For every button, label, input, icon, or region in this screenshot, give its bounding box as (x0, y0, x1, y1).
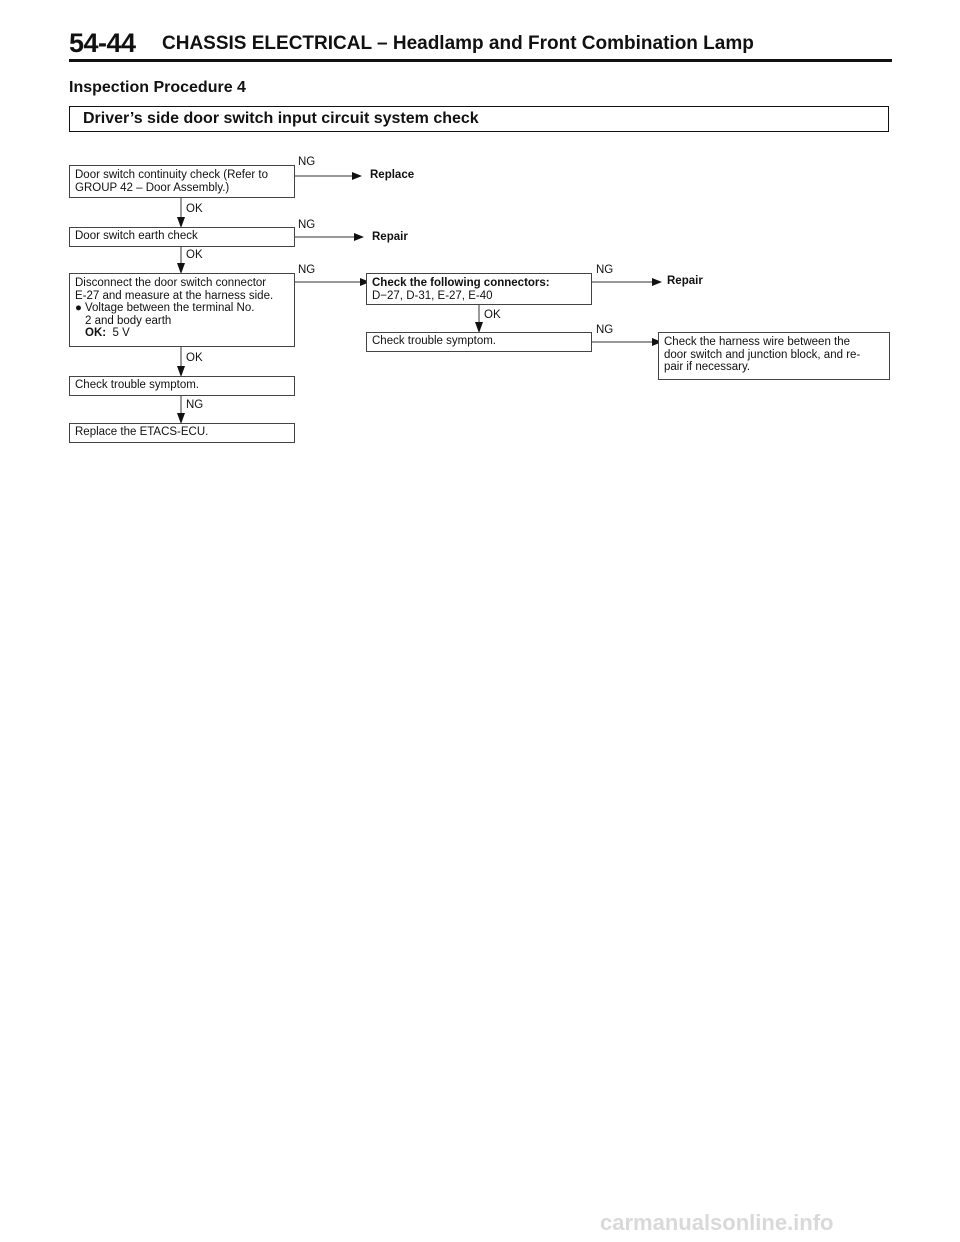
step2-text: Door switch earth check (75, 230, 198, 242)
connectors-box (366, 273, 592, 305)
connectors-ng-label: NG (596, 264, 614, 276)
connectors-title: Check the following connectors: (372, 277, 550, 289)
trouble2-ng-label: NG (596, 324, 614, 336)
harness-line2: door switch and junction block, and re- (664, 348, 861, 361)
arrow-right-icon (652, 278, 662, 286)
step1-ng-label: NG (298, 156, 316, 168)
arrow-right-icon (354, 233, 364, 241)
step1-line1: Door switch continuity check (Refer to (75, 169, 269, 181)
connectors-list: D−27, D-31, E-27, E-40 (372, 289, 493, 302)
step3-ok-value: 5 V (112, 327, 130, 339)
step3-ok-label: OK (186, 352, 203, 364)
step1-result: Replace (370, 169, 415, 181)
step4-ng-label: NG (186, 399, 204, 411)
step3-ok-label: OK: (85, 327, 107, 339)
step3-bullet-item (75, 302, 289, 315)
step3-bullet-text: Voltage between the terminal No. (85, 302, 255, 314)
step2-box (69, 227, 295, 247)
step4-box (69, 376, 295, 396)
harness-line3: pair if necessary. (664, 361, 751, 373)
step1-line2: GROUP 42 – Door Assembly.) (75, 181, 230, 194)
connectors-ok-label: OK (484, 309, 501, 321)
harness-box (658, 332, 890, 380)
step1-ok-label: OK (186, 203, 203, 215)
watermark: carmanualsonline.info (600, 1210, 834, 1235)
step3-bullet-cont: 2 and body earth (85, 314, 172, 327)
step5-text: Replace the ETACS-ECU. (75, 426, 209, 438)
step3-ok-spec (75, 327, 289, 340)
connectors-result: Repair (667, 275, 703, 287)
step3-box (69, 273, 295, 347)
trouble2-text: Check trouble symptom. (372, 335, 496, 347)
step3-ng-label: NG (298, 264, 316, 276)
page-title: CHASSIS ELECTRICAL – Headlamp and Front Combination Lamp (162, 33, 754, 54)
step2-result: Repair (372, 231, 408, 243)
step3-line2: E-27 and measure at the harness side. (75, 289, 274, 302)
arrow-right-icon (352, 172, 362, 180)
step2-ng-label: NG (298, 219, 316, 231)
procedure-heading: Inspection Procedure 4 (69, 79, 246, 96)
step4-text: Check trouble symptom. (75, 379, 199, 391)
page-number: 54-44 (69, 28, 136, 58)
trouble2-box (366, 332, 592, 352)
step2-ok-label: OK (186, 249, 203, 261)
step3-line1: Disconnect the door switch connector (75, 277, 267, 289)
step1-box (69, 165, 295, 198)
bullet-icon: ● (75, 302, 82, 314)
step5-box (69, 423, 295, 443)
procedure-banner: Driver’s side door switch input circuit system check (69, 106, 889, 132)
harness-line1: Check the harness wire between the (664, 336, 851, 348)
